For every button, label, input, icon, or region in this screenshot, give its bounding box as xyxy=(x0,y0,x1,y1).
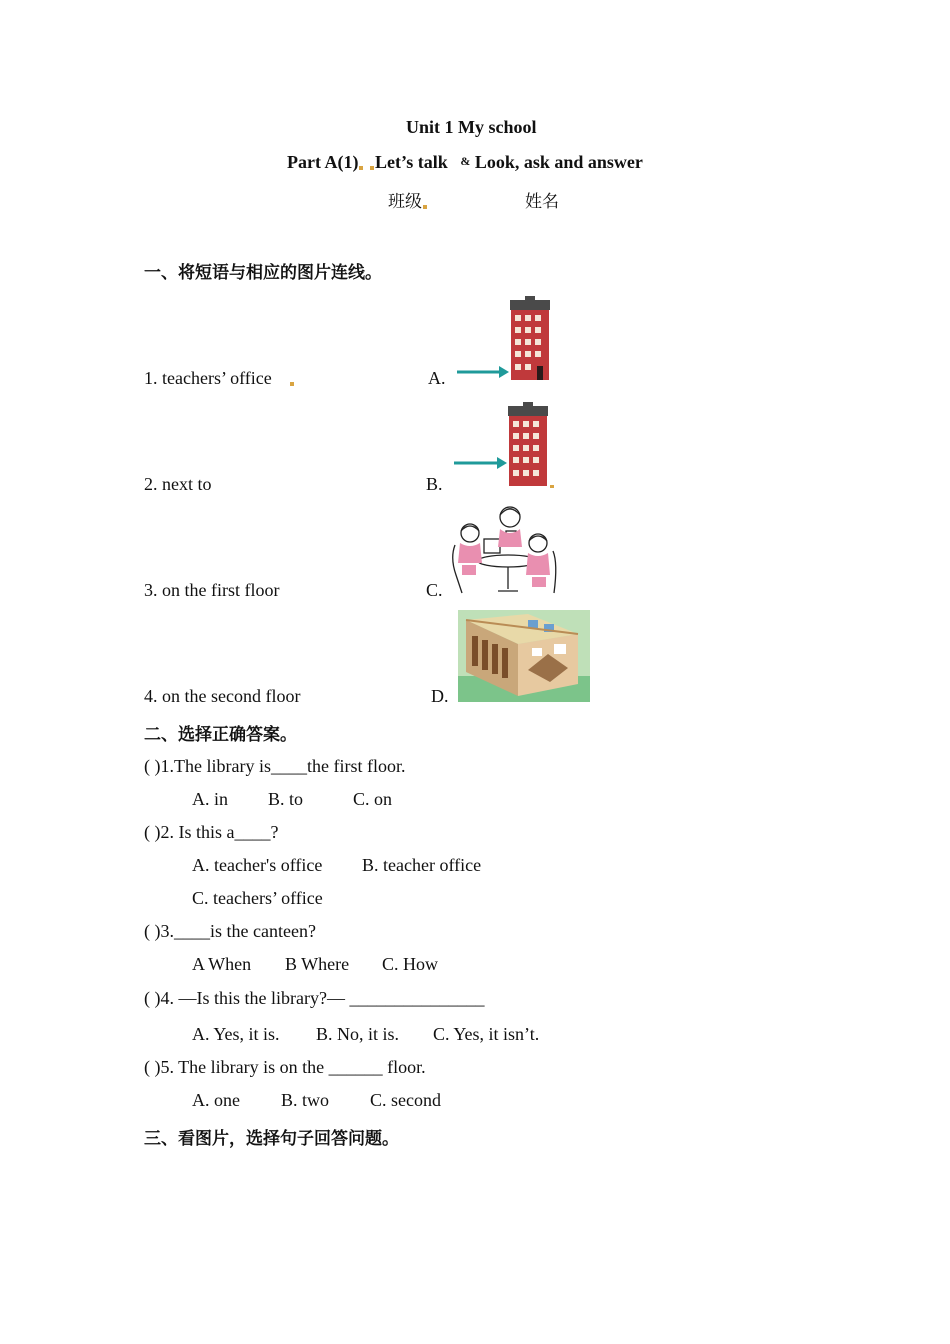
match-letter-b: B. xyxy=(426,474,443,494)
school-cutaway-image xyxy=(458,610,590,702)
question-2-option-b: B. teacher office xyxy=(362,855,482,875)
question-1-stem: ( )1.The library is____the first floor. xyxy=(144,756,406,776)
section2-heading: 二、选择正确答案。 xyxy=(144,725,297,745)
section1-heading: 一、将短语与相应的图片连线。 xyxy=(144,263,382,283)
question-3-stem: ( )3.____is the canteen? xyxy=(144,921,316,941)
question-4-option-a: A. Yes, it is. xyxy=(192,1024,280,1044)
class-label: 班级 xyxy=(388,187,428,212)
question-3-option-a: A When xyxy=(192,954,252,974)
worksheet-subtitle xyxy=(287,152,643,173)
question-5-option-b: B. two xyxy=(281,1090,330,1110)
subtitle-amp: & xyxy=(460,154,471,168)
question-2-stem: ( )2. Is this a____? xyxy=(144,822,279,842)
question-1-option-c: C. on xyxy=(353,789,393,809)
subtitle-look: Look, ask and answer xyxy=(474,152,643,172)
question-4-stem: ( )4. —Is this the library?— _______________ xyxy=(144,988,485,1008)
match-letter-a: A. xyxy=(428,368,446,388)
question-3-option-b: B Where xyxy=(285,954,350,974)
subtitle-talk: Let’s talk xyxy=(374,152,448,172)
question-4-option-b: B. No, it is. xyxy=(316,1024,400,1044)
worksheet-title: Unit 1 My school xyxy=(406,117,537,137)
match-letter-d: D. xyxy=(431,686,449,706)
building-second-floor-image xyxy=(452,402,556,488)
match-item-3: 3. on the first floor xyxy=(144,580,280,600)
section3-heading: 三、看图片，选择句子回答问题。 xyxy=(144,1129,399,1149)
question-1-option-b: B. to xyxy=(268,789,304,809)
subtitle-part: Part A(1) xyxy=(287,152,359,172)
teachers-office-image xyxy=(450,503,560,595)
name-label: 姓名 xyxy=(525,192,559,212)
question-3-option-c: C. How xyxy=(382,954,439,974)
question-1-option-a: A. in xyxy=(192,789,228,809)
match-letter-c: C. xyxy=(426,580,443,600)
match-item-4: 4. on the second floor xyxy=(144,686,301,706)
match-item-2: 2. next to xyxy=(144,474,212,494)
question-5-stem: ( )5. The library is on the ______ floor. xyxy=(144,1057,426,1077)
building-ground-floor-image xyxy=(455,296,555,382)
question-5-option-c: C. second xyxy=(370,1090,441,1110)
question-4-option-c: C. Yes, it isn’t. xyxy=(433,1024,540,1044)
question-2-option-a: A. teacher's office xyxy=(192,855,323,875)
question-5-option-a: A. one xyxy=(192,1090,240,1110)
question-2-option-c: C. teachers’ office xyxy=(192,888,323,908)
match-item-1: 1. teachers’ office xyxy=(144,368,295,389)
